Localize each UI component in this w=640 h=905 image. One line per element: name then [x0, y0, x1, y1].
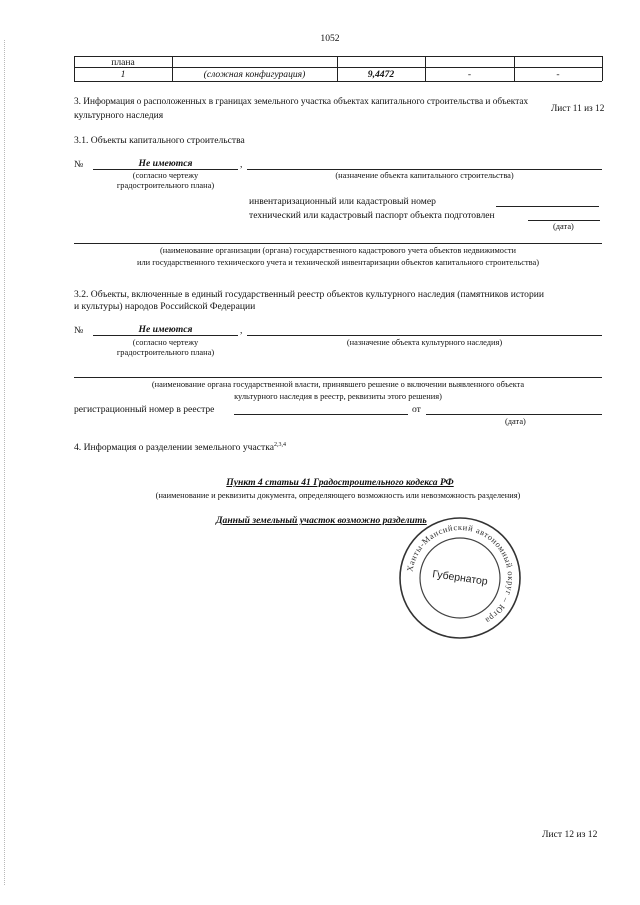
overlap-sheet-label: Лист 11 из 12 [551, 104, 605, 114]
heritage-object-purpose-note: (назначение объекта культурного наследия) [346, 338, 503, 347]
drawing-note-line1: (согласно чертежу [132, 171, 199, 180]
footnote-references: 2,3,4 [273, 442, 286, 448]
capital-object-purpose-note: (назначение объекта капитального строительства) [335, 171, 514, 180]
heritage-objects-number-value: Не имеются [138, 324, 193, 335]
section-3-2-heading-line1: 3.2. Объекты, включенные в единый государственный реестр объектов культурного наследия (памятников истории [74, 289, 545, 300]
table-header-fragment: плана [111, 57, 135, 68]
section-4-heading: 4. Информация о разделении земельного участка$^{2,3,4}$ [74, 442, 286, 453]
table-cell-number: 1 [120, 69, 126, 80]
binding-edge [4, 40, 5, 885]
seal-center-text: Губернатор [431, 568, 489, 588]
cadastral-organization-note-line2: или государственного технического учета и технической инвентаризации объектов капитального строительства) [137, 258, 539, 267]
number-sign: № [74, 325, 84, 336]
comma-separator: , [240, 325, 243, 336]
section-3-heading-line2: культурного наследия [74, 110, 164, 121]
drawing-note-line2: градостроительного плана) [116, 348, 215, 357]
drawing-note-line1: (согласно чертежу [132, 338, 199, 347]
table-cell-area: 9,4472 [367, 69, 395, 80]
section-3-2-heading-line2: и культуры) народов Российской Федерации [74, 301, 256, 312]
number-sign: № [74, 159, 84, 170]
passport-label: технический или кадастровый паспорт объекта подготовлен [249, 210, 495, 221]
authority-note-line1: (наименование органа государственной власти, принявшего решение о включении выявленного объекта [151, 380, 525, 389]
capital-objects-number-value: Не имеются [138, 158, 193, 169]
section-3-heading-line1: 3. Информация о расположенных в границах земельного участка объектах капитального строительства и объектах [74, 97, 529, 107]
governor-seal [397, 515, 523, 641]
seal-ring-text: Ханты-Мансийский автономный округ – Югра [404, 521, 517, 627]
passport-date-note: (дата) [553, 222, 574, 231]
table-cell-dash-1: - [467, 69, 472, 80]
division-document-note: (наименование и реквизиты документа, определяющего возможность или невозможность разделения) [155, 491, 521, 500]
table-cell-configuration: (сложная конфигурация) [203, 69, 306, 80]
sheet-number: Лист 12 из 12 [542, 829, 598, 840]
division-conclusion: Данный земельный участок возможно разделить [216, 515, 427, 526]
cadastral-organization-note-line1: (наименование организации (органа) государственного кадастрового учета объектов недвижимости [159, 246, 517, 255]
drawing-note-line2: градостроительного плана) [116, 181, 215, 190]
table-cell-dash-2: - [556, 69, 560, 80]
comma-separator: , [240, 159, 243, 170]
section-3-1-heading: 3.1. Объекты капитального строительства [74, 135, 245, 146]
registry-date-note: (дата) [505, 417, 526, 426]
registry-number-label: регистрационный номер в реестре [74, 404, 215, 415]
division-document-reference: Пункт 4 статьи 41 Градостроительного кодекса РФ [226, 477, 454, 488]
authority-note-line2: культурного наследия в реестр, реквизиты этого решения) [234, 392, 442, 401]
page-number: 1052 [320, 33, 340, 44]
inventory-number-label: инвентаризационный или кадастровый номер [249, 196, 436, 207]
registry-from-label: от [412, 404, 421, 415]
